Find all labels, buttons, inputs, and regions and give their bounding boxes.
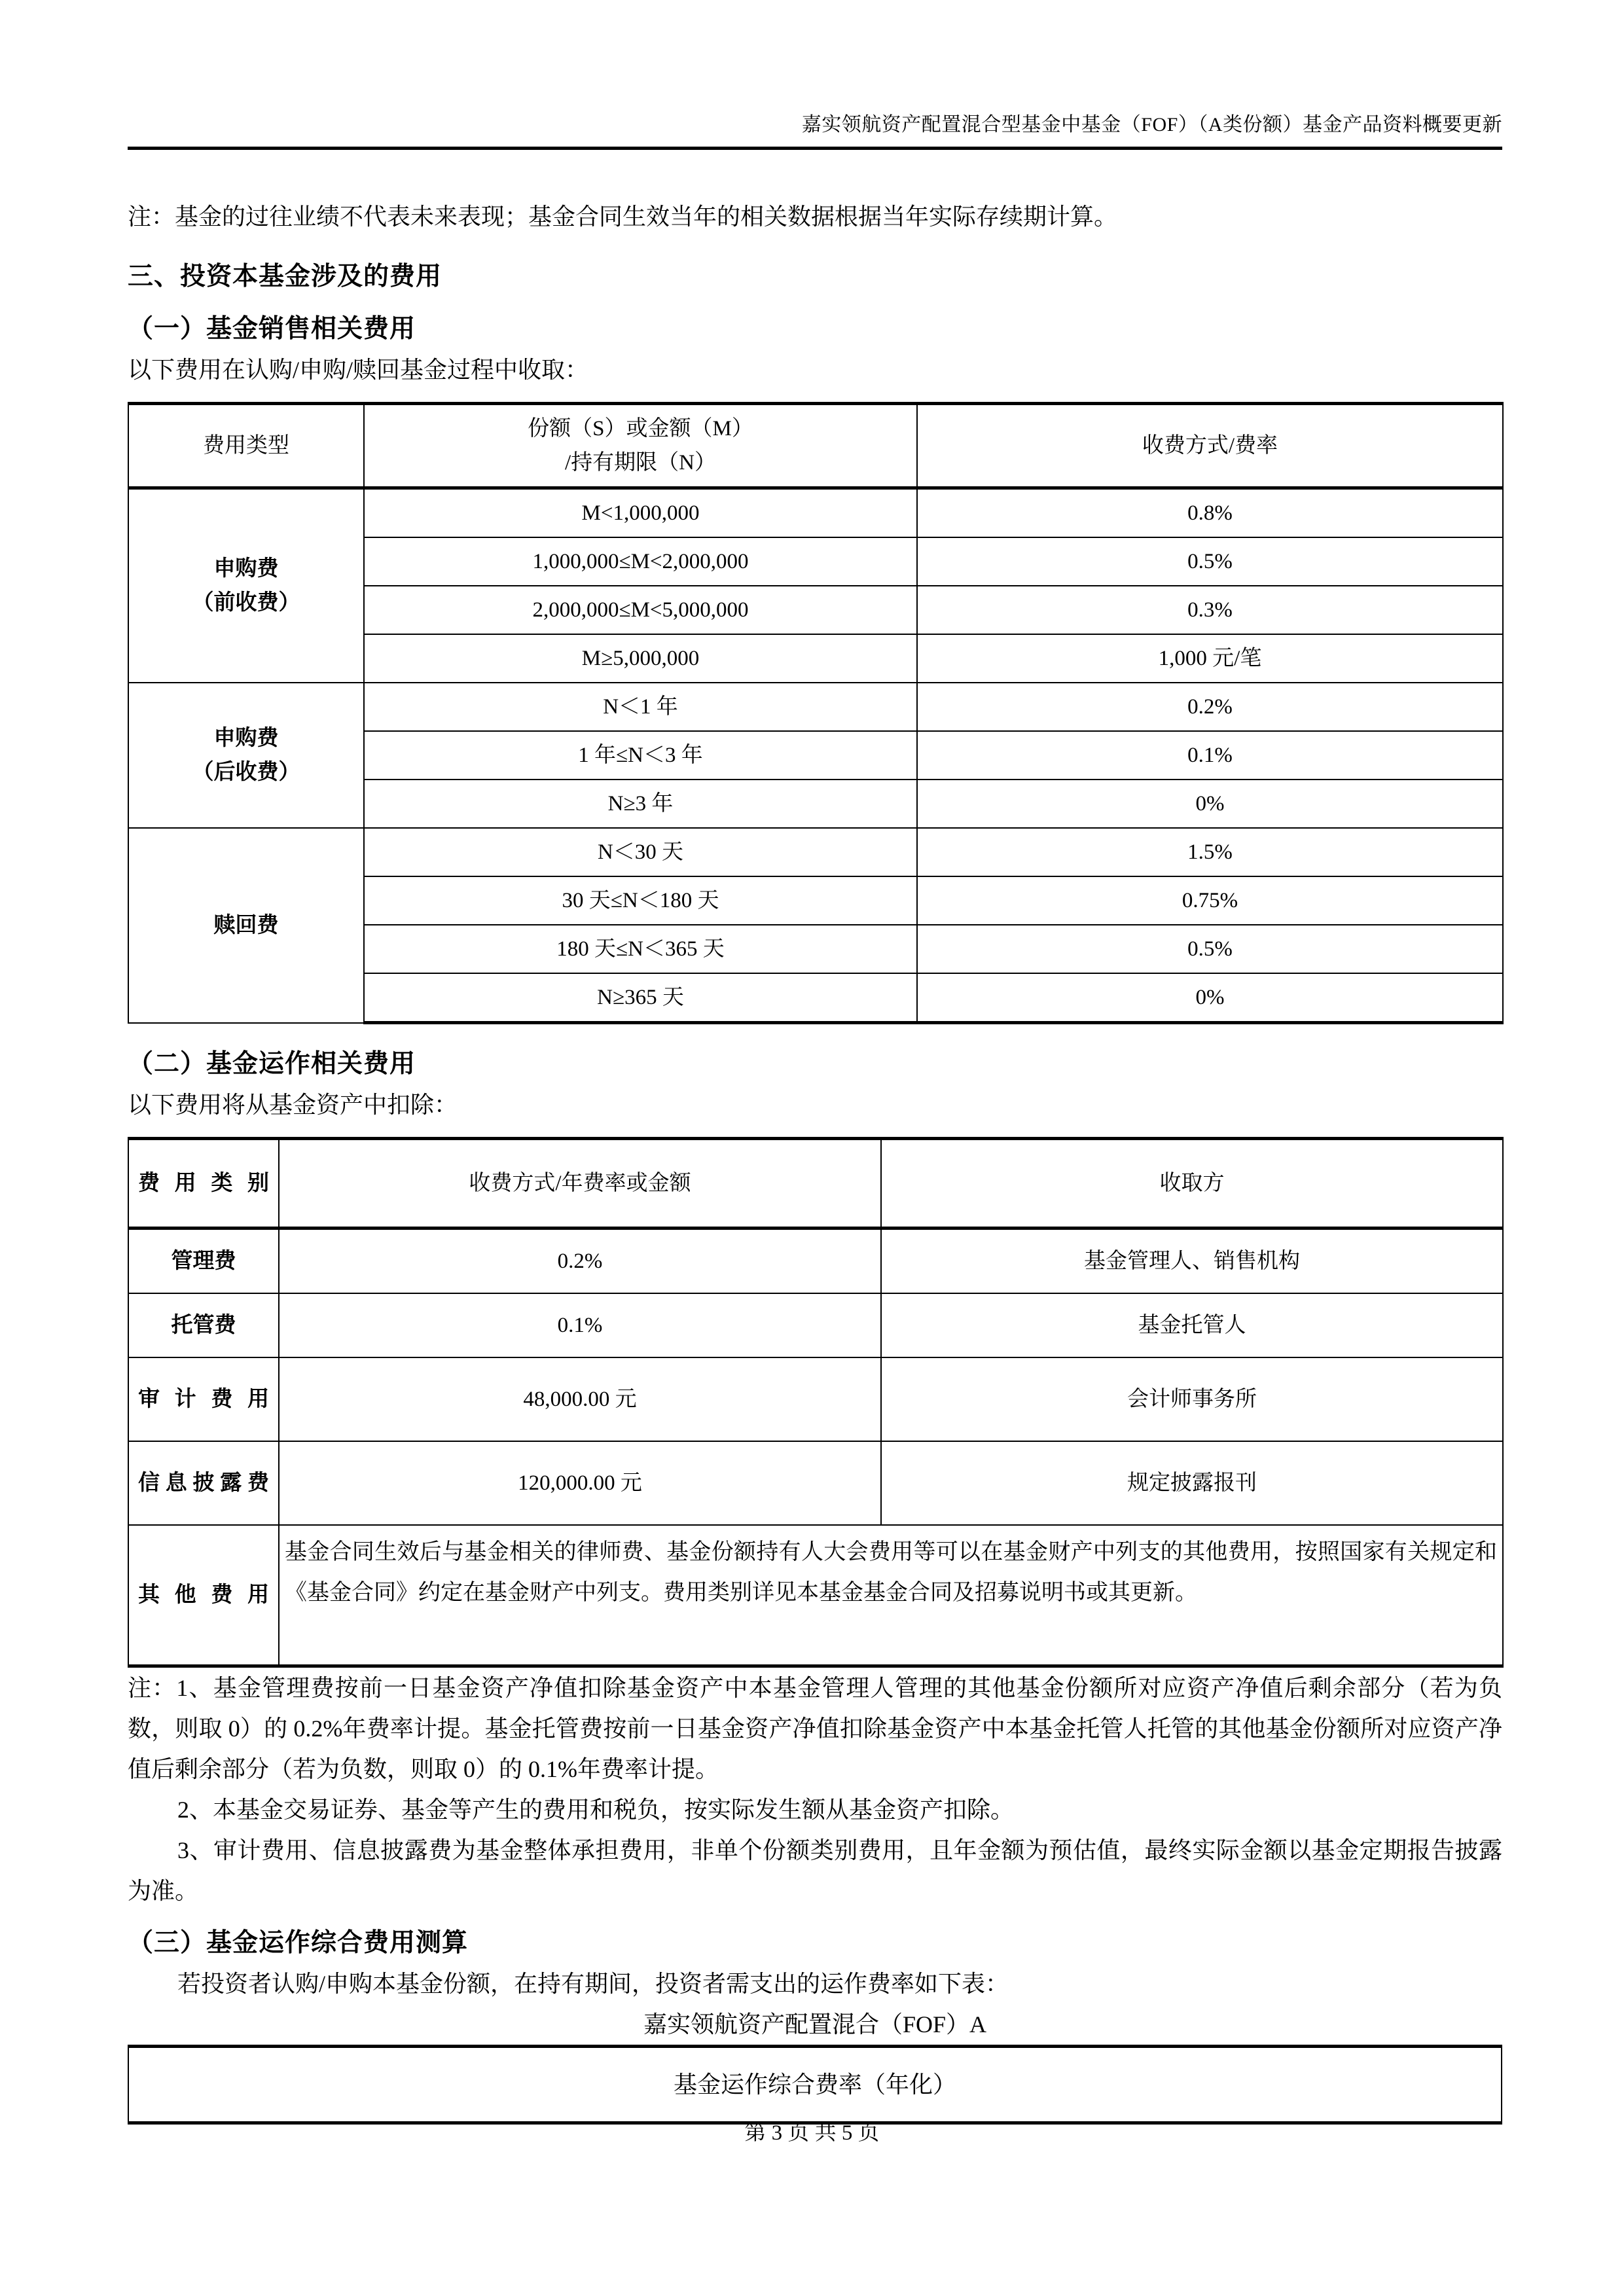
fee-condition: 30 天≤N＜180 天 — [364, 876, 917, 925]
header-cell-method-amount: 收费方式/年费率或金额 — [279, 1139, 881, 1229]
fee-category: 管理费 — [128, 1229, 279, 1294]
table-row-other-fees — [128, 1525, 1503, 1666]
fee-condition: 1,000,000≤M<2,000,000 — [364, 537, 917, 586]
fee-group-label-line2: （前收费） — [192, 591, 300, 615]
table-row — [128, 683, 1503, 731]
fee-condition: 2,000,000≤M<5,000,000 — [364, 586, 917, 634]
fee-rate: 0.3% — [917, 586, 1503, 634]
fee-condition: 1 年≤N＜3 年 — [364, 731, 917, 780]
table-row — [128, 1357, 1503, 1441]
fee-group-label-line1: 申购费 — [213, 557, 279, 581]
table-row — [128, 488, 1503, 538]
table-header-row — [128, 2047, 1502, 2123]
subsection-heading-1: （一）基金销售相关费用 — [128, 315, 416, 343]
fee-group-label-line1: 申购费 — [213, 726, 279, 750]
fee-rate: 0.8% — [917, 488, 1503, 538]
page-footer — [0, 2117, 1624, 2149]
running-header-title: 嘉实领航资产配置混合型基金中基金（FOF）（A类份额）基金产品资料概要更新 — [801, 114, 1502, 135]
fee-rate: 0.1% — [917, 731, 1503, 780]
spacer — [128, 1024, 1502, 1044]
fee-condition: 180 天≤N＜365 天 — [364, 925, 917, 973]
fee-condition: M≥5,000,000 — [364, 634, 917, 683]
header-cell-fee-type: 费用类型 — [128, 404, 364, 488]
fee-condition: N＜1 年 — [364, 683, 917, 731]
sales-fee-intro: 以下费用在认购/申购/赎回基金过程中收取： — [128, 357, 589, 383]
table-row — [128, 1229, 1503, 1294]
header-cell-rate: 收费方式/费率 — [917, 404, 1503, 488]
spacer — [128, 237, 1502, 257]
fee-condition: M<1,000,000 — [364, 488, 917, 538]
header-cell-comprehensive-rate: 基金运作综合费率（年化） — [128, 2047, 1502, 2123]
fund-share-class-name: 嘉实领航资产配置混合（FOF）A — [643, 2011, 987, 2037]
spacer — [128, 1911, 1502, 1923]
fee-rate: 1,000 元/笔 — [917, 634, 1503, 683]
fee-group-label-line2: （后收费） — [192, 761, 300, 784]
fee-rate: 0.5% — [917, 925, 1503, 973]
fee-category: 托管费 — [128, 1293, 279, 1357]
page-content — [128, 196, 1502, 2125]
spacer — [128, 297, 1502, 309]
fee-condition: N≥3 年 — [364, 780, 917, 828]
page-number-label: 第 3 页 共 5 页 — [744, 2121, 880, 2145]
comprehensive-fee-intro: 若投资者认购/申购本基金份额，在持有期间，投资者需支出的运作费率如下表： — [177, 1971, 1009, 1997]
sales-fee-table — [128, 402, 1504, 1024]
other-fees-description: 基金合同生效后与基金相关的律师费、基金份额持有人大会费用等可以在基金财产中列支的其他费用，按照国家有关规定和《基金合同》约定在基金财产中列支。费用类别详见本基金基金合同及招募说明书或其更新。 — [279, 1525, 1503, 1666]
fee-category-other: 其他费用 — [128, 1525, 279, 1666]
fee-payee: 基金管理人、销售机构 — [881, 1229, 1503, 1294]
fee-category: 审计费用 — [128, 1357, 279, 1441]
table-row — [128, 828, 1503, 876]
fee-amount: 0.2% — [279, 1229, 881, 1294]
fee-rate: 0% — [917, 973, 1503, 1023]
fee-payee: 会计师事务所 — [881, 1357, 1503, 1441]
fee-rate: 0.2% — [917, 683, 1503, 731]
operation-fee-intro: 以下费用将从基金资产中扣除： — [128, 1092, 458, 1118]
header-amount-line1: 份额（S）或金额（M） — [528, 417, 753, 440]
fee-rate: 0.75% — [917, 876, 1503, 925]
table-row — [128, 1293, 1503, 1357]
operation-fee-table — [128, 1137, 1504, 1668]
fee-rate: 1.5% — [917, 828, 1503, 876]
table-header-row — [128, 404, 1503, 488]
header-amount-line2: /持有期限（N） — [565, 451, 716, 475]
fee-category: 信息披露费 — [128, 1441, 279, 1525]
operation-fee-note-2: 2、本基金交易证券、基金等产生的费用和税负，按实际发生额从基金资产扣除。 — [177, 1797, 1015, 1823]
fee-group-label-redemption: 赎回费 — [128, 828, 364, 1023]
header-cell-payee: 收取方 — [881, 1139, 1503, 1229]
fee-group-label-purchase-front — [128, 488, 364, 683]
fee-group-label-purchase-back — [128, 683, 364, 828]
performance-disclaimer-note: 注：基金的过往业绩不代表未来表现；基金合同生效当年的相关数据根据当年实际存续期计算。 — [128, 204, 1118, 230]
comprehensive-fee-table — [128, 2045, 1502, 2125]
spacer — [128, 390, 1502, 402]
table-header-row — [128, 1139, 1503, 1229]
table-row — [128, 1441, 1503, 1525]
subsection-heading-3: （三）基金运作综合费用测算 — [128, 1929, 469, 1957]
header-cell-fee-category: 费用类别 — [128, 1139, 279, 1229]
operation-fee-note-3: 3、审计费用、信息披露费为基金整体承担费用，非单个份额类别费用，且年金额为预估值，最终实际金额以基金定期报告披露为准。 — [128, 1837, 1502, 1904]
fee-rate: 0% — [917, 780, 1503, 828]
fee-amount: 0.1% — [279, 1293, 881, 1357]
fee-amount: 48,000.00 元 — [279, 1357, 881, 1441]
section-heading-3: 三、投资本基金涉及的费用 — [128, 262, 442, 291]
fee-condition: N≥365 天 — [364, 973, 917, 1023]
fee-amount: 120,000.00 元 — [279, 1441, 881, 1525]
header-cell-amount — [364, 404, 917, 488]
subsection-heading-2: （二）基金运作相关费用 — [128, 1050, 416, 1078]
fee-payee: 规定披露报刊 — [881, 1441, 1503, 1525]
spacer — [128, 1125, 1502, 1137]
fee-rate: 0.5% — [917, 537, 1503, 586]
operation-fee-note-1: 注：1、基金管理费按前一日基金资产净值扣除基金资产中本基金管理人管理的其他基金份额所对应资产净值后剩余部分（若为负数，则取 0）的 0.2%年费率计提。基金托管费按前一日基金资产净值扣除基金资产中本基金托管人托管的其他基金份额所对应资产净值后剩余部分（若为负数，则取 0）的 0.1%年费率计提。 — [128, 1675, 1502, 1782]
fee-condition: N＜30 天 — [364, 828, 917, 876]
fee-payee: 基金托管人 — [881, 1293, 1503, 1357]
header-divider-rule — [128, 147, 1502, 150]
